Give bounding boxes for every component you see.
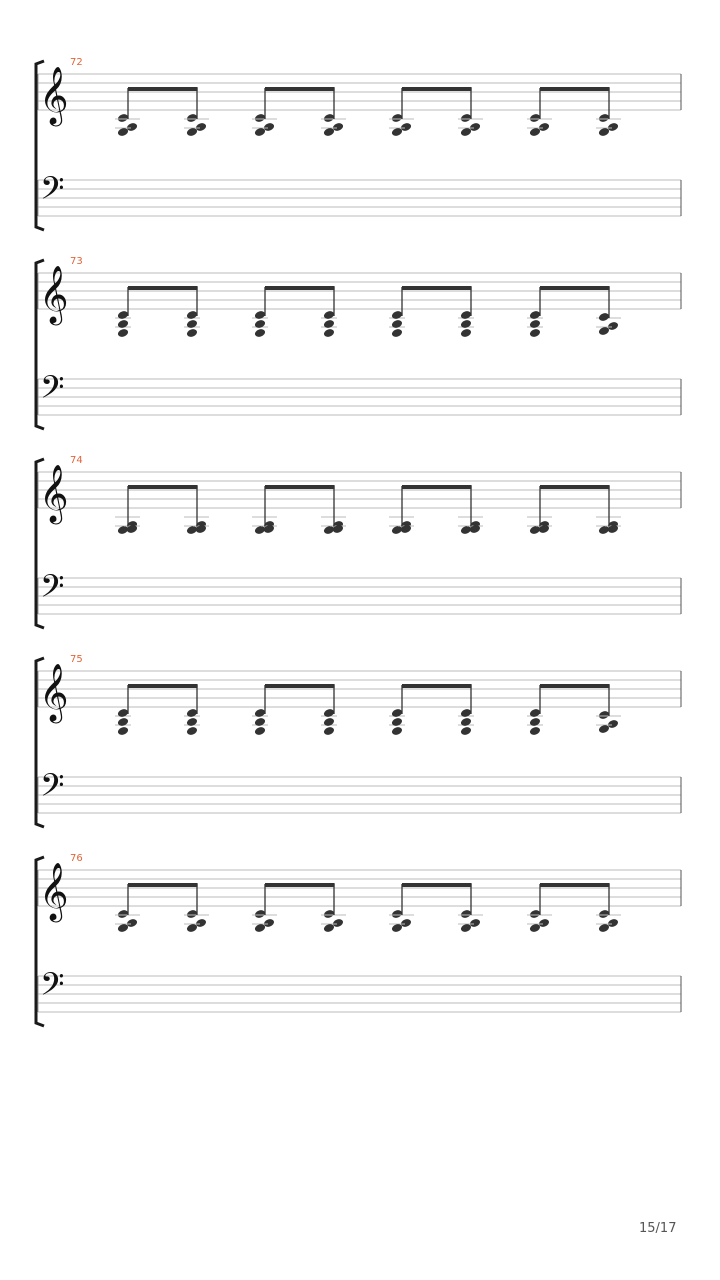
notehead <box>460 319 472 329</box>
notehead <box>598 113 610 123</box>
chord <box>115 685 131 736</box>
chord <box>458 88 483 137</box>
beam <box>540 286 610 290</box>
treble-clef: 𝄞 <box>39 66 69 124</box>
notehead <box>117 328 129 338</box>
beam <box>540 87 610 91</box>
notehead <box>391 113 403 123</box>
bass-staff <box>38 180 681 216</box>
treble-staff <box>38 273 681 309</box>
chord <box>389 486 414 535</box>
beam <box>128 684 198 688</box>
chord <box>596 287 621 336</box>
system-74 <box>36 455 681 628</box>
notehead <box>323 310 335 320</box>
notehead <box>117 113 129 123</box>
measure-number: 73 <box>70 256 83 267</box>
notehead <box>186 726 198 736</box>
measure-number: 76 <box>70 853 83 864</box>
treble-staff <box>38 472 681 508</box>
beam <box>540 485 610 489</box>
chord <box>252 486 277 535</box>
chord <box>184 884 209 933</box>
chord <box>527 884 552 933</box>
chord <box>389 685 405 736</box>
chord <box>389 88 414 137</box>
chord <box>458 685 474 736</box>
notehead <box>186 328 198 338</box>
notehead <box>117 708 129 718</box>
chord <box>115 88 140 137</box>
notehead <box>460 717 472 727</box>
notehead <box>254 319 266 329</box>
treble-clef: 𝄞 <box>39 464 69 522</box>
notehead <box>117 310 129 320</box>
notehead <box>323 909 335 919</box>
beam <box>540 883 610 887</box>
chord <box>252 685 268 736</box>
treble-clef: 𝄞 <box>39 663 69 721</box>
chord <box>252 884 277 933</box>
notehead <box>254 113 266 123</box>
beam <box>402 87 472 91</box>
notehead <box>117 726 129 736</box>
notehead <box>323 708 335 718</box>
chord <box>389 884 414 933</box>
notehead <box>460 113 472 123</box>
bass-staff <box>38 379 681 415</box>
notehead <box>460 726 472 736</box>
notehead <box>117 319 129 329</box>
notehead <box>323 113 335 123</box>
chord <box>321 486 346 535</box>
system-75 <box>36 654 681 827</box>
notehead <box>529 726 541 736</box>
notehead <box>529 328 541 338</box>
chord <box>458 486 483 535</box>
treble-staff <box>38 671 681 707</box>
notehead <box>186 717 198 727</box>
notehead <box>460 708 472 718</box>
notehead <box>391 319 403 329</box>
notehead <box>186 319 198 329</box>
notehead <box>391 310 403 320</box>
notehead <box>598 710 610 720</box>
beam <box>402 485 472 489</box>
measure-number: 75 <box>70 654 83 665</box>
chord <box>596 486 621 535</box>
chord <box>184 685 200 736</box>
bass-staff <box>38 578 681 614</box>
chord <box>321 884 346 933</box>
system-73 <box>36 256 681 429</box>
notehead <box>529 909 541 919</box>
chord <box>596 685 621 734</box>
chord <box>596 88 621 137</box>
notehead <box>323 726 335 736</box>
beam <box>265 485 335 489</box>
notehead <box>117 717 129 727</box>
measure-number: 74 <box>70 455 83 466</box>
notehead <box>391 909 403 919</box>
chord <box>115 287 131 338</box>
system-72 <box>36 57 681 230</box>
chord <box>458 884 483 933</box>
notehead <box>529 310 541 320</box>
treble-staff <box>38 870 681 906</box>
notehead <box>391 708 403 718</box>
chord <box>184 287 200 338</box>
chord <box>184 486 209 535</box>
beam <box>265 883 335 887</box>
bass-clef: 𝄢 <box>40 767 65 811</box>
beam <box>265 87 335 91</box>
chord <box>115 884 140 933</box>
beam <box>128 87 198 91</box>
notehead <box>254 310 266 320</box>
beam <box>402 684 472 688</box>
bass-clef: 𝄢 <box>40 568 65 612</box>
system-76 <box>36 853 681 1026</box>
bass-clef: 𝄢 <box>40 369 65 413</box>
notehead <box>460 328 472 338</box>
chord <box>184 88 209 137</box>
chord <box>527 685 543 736</box>
chord <box>252 287 268 338</box>
beam <box>265 286 335 290</box>
notehead <box>391 717 403 727</box>
bass-staff <box>38 777 681 813</box>
beam <box>128 485 198 489</box>
chord <box>596 884 621 933</box>
notehead <box>323 717 335 727</box>
notehead <box>529 113 541 123</box>
beam <box>128 286 198 290</box>
notehead <box>254 708 266 718</box>
chord <box>458 287 474 338</box>
notehead <box>323 328 335 338</box>
notehead <box>529 717 541 727</box>
treble-clef: 𝄞 <box>39 862 69 920</box>
chord <box>115 486 140 535</box>
chord <box>321 88 346 137</box>
notehead <box>186 113 198 123</box>
chord <box>321 685 337 736</box>
notehead <box>186 310 198 320</box>
notehead <box>254 717 266 727</box>
beam <box>265 684 335 688</box>
beam <box>402 286 472 290</box>
beam <box>128 883 198 887</box>
notehead <box>391 726 403 736</box>
notehead <box>117 909 129 919</box>
beam <box>540 684 610 688</box>
beam <box>402 883 472 887</box>
notehead <box>186 909 198 919</box>
notehead <box>460 909 472 919</box>
chord <box>252 88 277 137</box>
notehead <box>391 328 403 338</box>
notehead <box>529 708 541 718</box>
notehead <box>254 726 266 736</box>
chord <box>389 287 405 338</box>
chord <box>321 287 337 338</box>
measure-number: 72 <box>70 57 83 68</box>
bass-clef: 𝄢 <box>40 966 65 1010</box>
notehead <box>460 310 472 320</box>
notehead <box>323 319 335 329</box>
notehead <box>254 909 266 919</box>
notehead <box>598 312 610 322</box>
notehead <box>254 328 266 338</box>
chord <box>527 88 552 137</box>
treble-staff <box>38 74 681 110</box>
bass-clef: 𝄢 <box>40 170 65 214</box>
page-number: 15/17 <box>639 1221 677 1236</box>
bass-staff <box>38 976 681 1012</box>
treble-clef: 𝄞 <box>39 265 69 323</box>
notehead <box>529 319 541 329</box>
chord <box>527 287 543 338</box>
notehead <box>186 708 198 718</box>
notehead <box>598 909 610 919</box>
chord <box>527 486 552 535</box>
